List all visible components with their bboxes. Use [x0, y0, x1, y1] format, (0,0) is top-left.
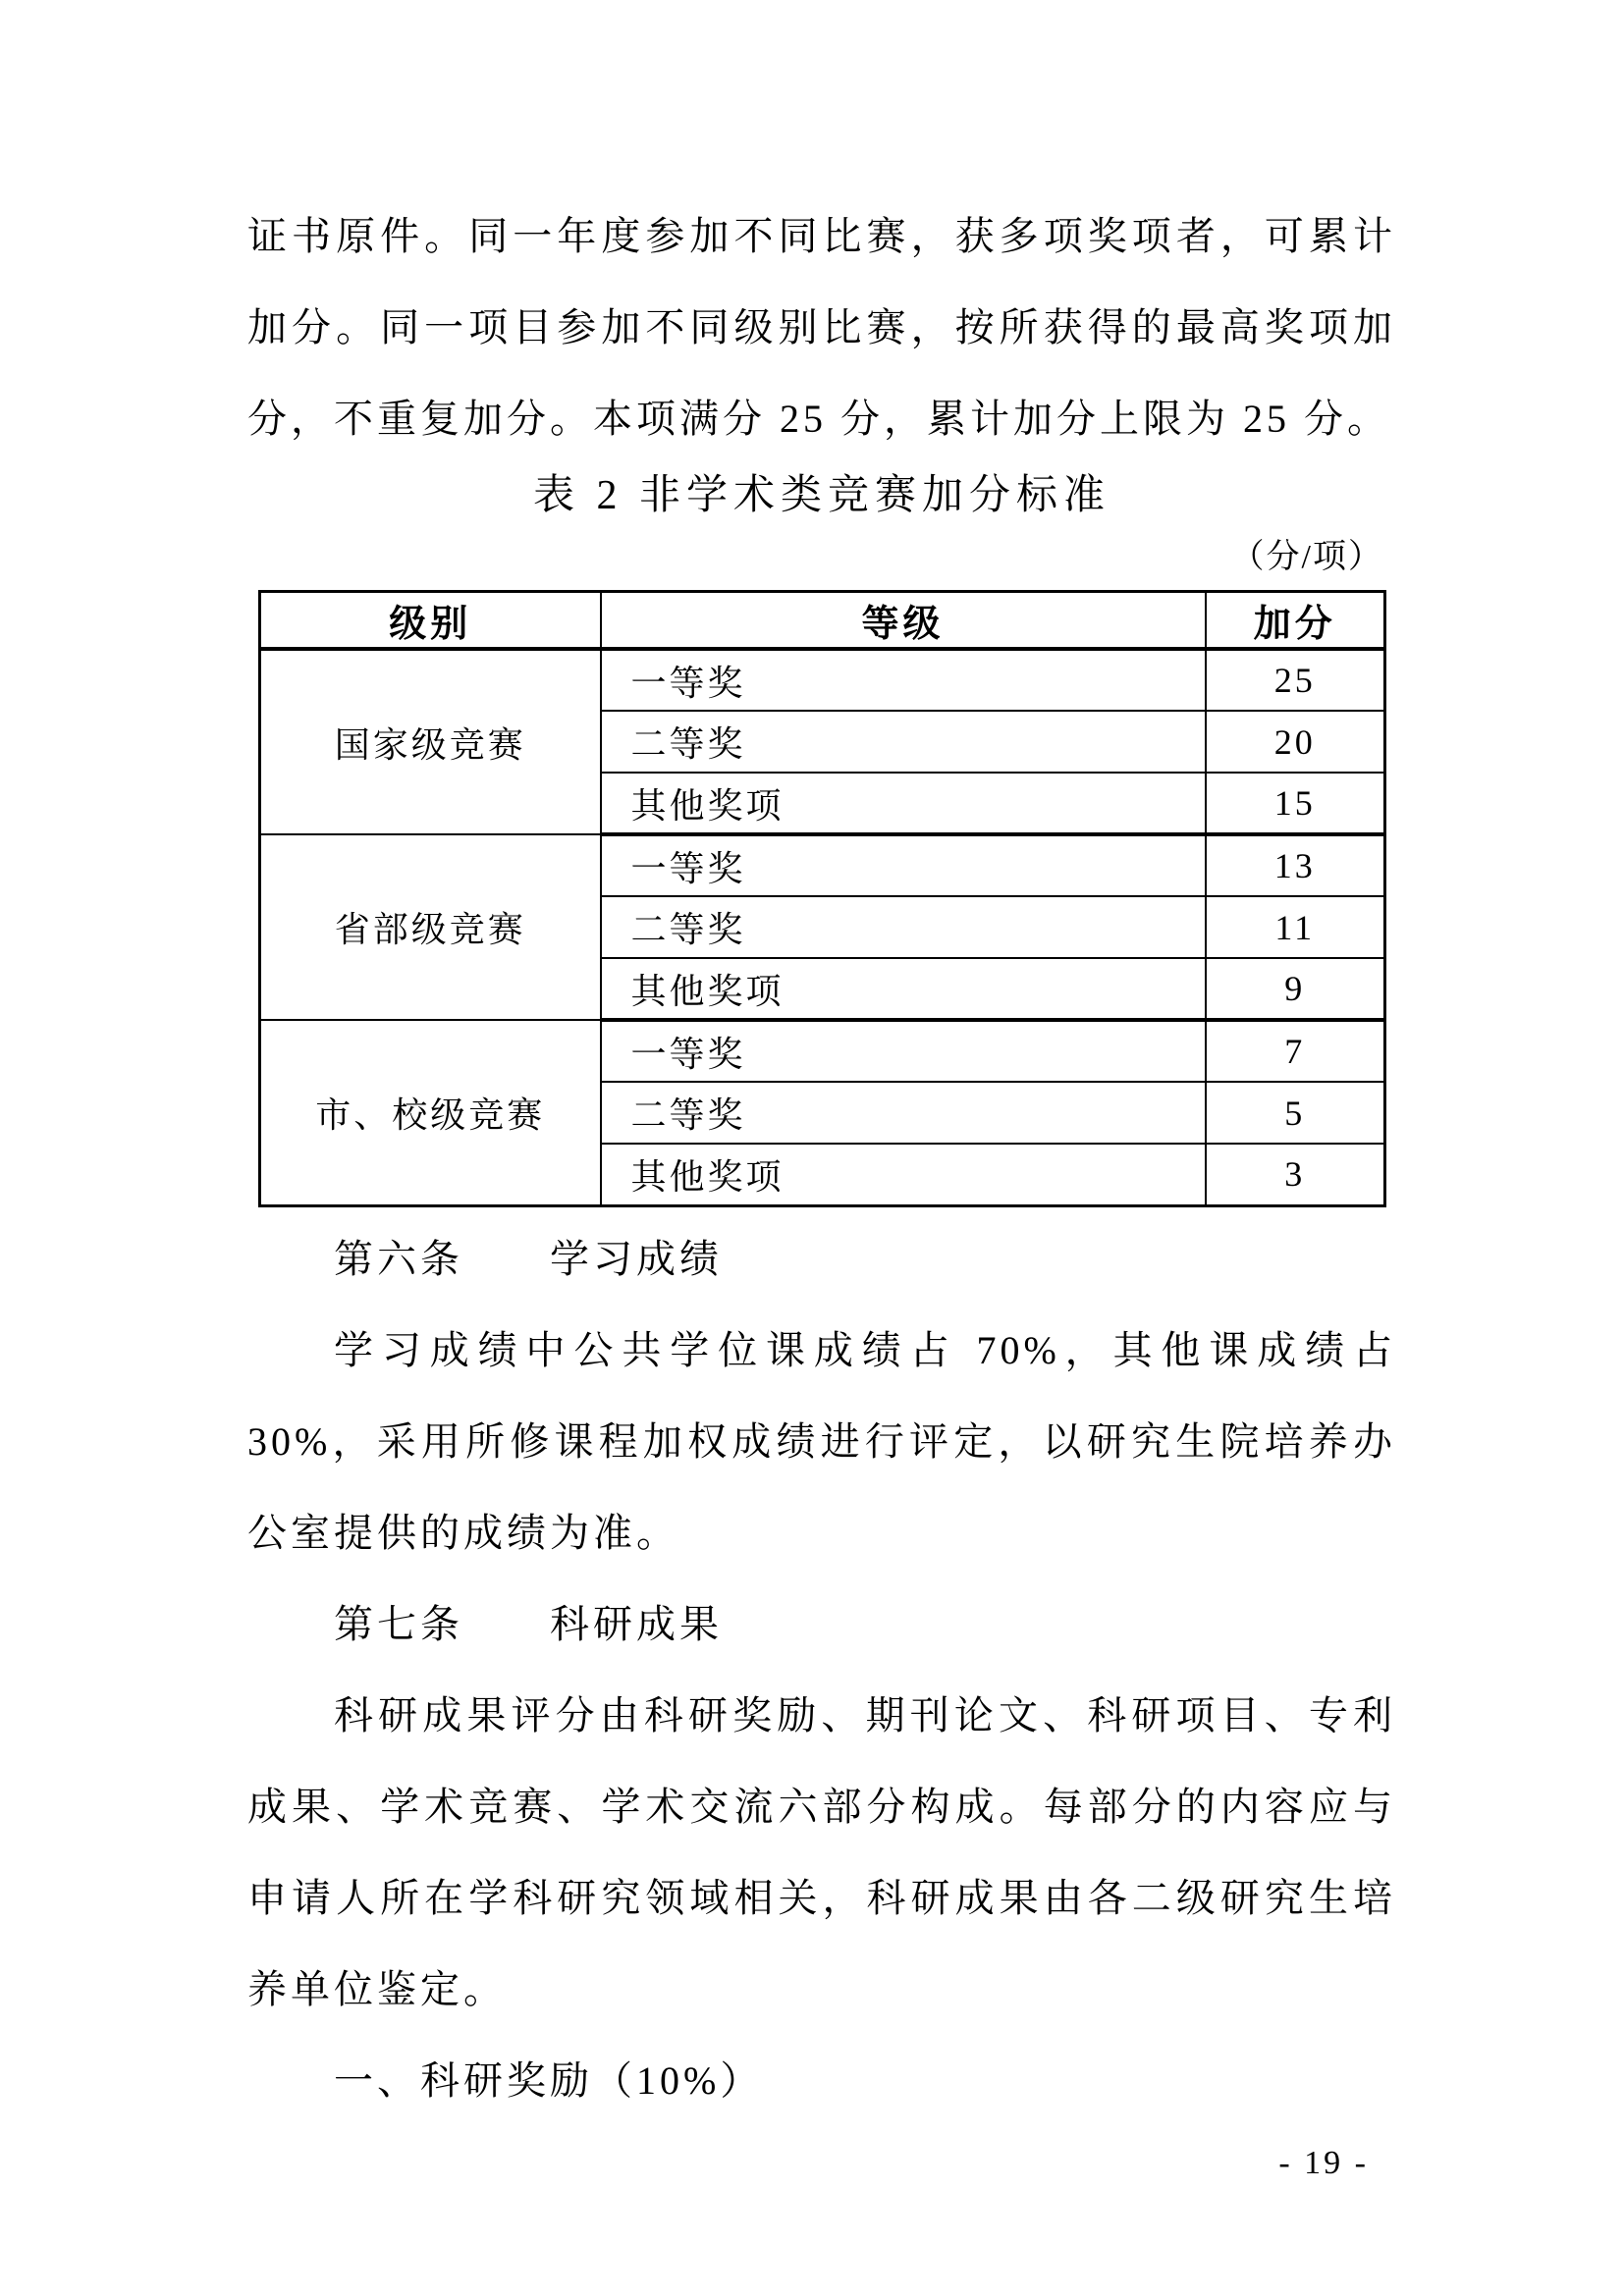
- table-title: 表 2 非学术类竞赛加分标准: [532, 473, 1110, 518]
- grade-cell: 二等奖: [601, 896, 1206, 958]
- grade-cell: 其他奖项: [601, 958, 1206, 1020]
- header-grade: 等级: [601, 592, 1206, 650]
- grade-cell: 一等奖: [601, 649, 1206, 711]
- grade-cell: 一等奖: [601, 1020, 1206, 1082]
- section-heading-research-award: 一、科研奖励（10%）: [334, 2057, 764, 2103]
- section-body-article-6: 学习成绩中公共学位课成绩占 70%，其他课成绩占 30%，采用所修课程加权成绩进行评定，以研究生院培养办公室提供的成绩为准。: [247, 1327, 1396, 1555]
- points-cell: 25: [1206, 649, 1385, 711]
- intro-paragraph: 证书原件。同一年度参加不同比赛，获多项奖项者，可累计加分。同一项目参加不同级别比赛，按所获得的最高奖项加分，不重复加分。本项满分 25 分，累计加分上限为 25 分。: [247, 214, 1396, 441]
- table-row: [260, 649, 1385, 711]
- section-body-article-7: 科研成果评分由科研奖励、期刊论文、科研项目、专利成果、学术竞赛、学术交流六部分构成。每部分的内容应与申请人所在学科研究领域相关，科研成果由各二级研究生培养单位鉴定。: [247, 1692, 1396, 2011]
- level-cell-provincial: 省部级竞赛: [260, 834, 601, 1020]
- table-unit-note: （分/项）: [1230, 539, 1383, 575]
- points-cell: 7: [1206, 1020, 1385, 1082]
- grade-cell: 其他奖项: [601, 773, 1206, 834]
- points-cell: 5: [1206, 1082, 1385, 1144]
- points-cell: 20: [1206, 711, 1385, 773]
- points-cell: 13: [1206, 834, 1385, 896]
- grade-cell: 二等奖: [601, 711, 1206, 773]
- level-cell-municipal: 市、校级竞赛: [260, 1020, 601, 1205]
- grade-cell: 二等奖: [601, 1082, 1206, 1144]
- points-cell: 15: [1206, 773, 1385, 834]
- page-number: - 19 -: [1278, 2144, 1369, 2181]
- grade-cell: 一等奖: [601, 834, 1206, 896]
- section-heading-article-6: 第六条 学习成绩: [334, 1236, 723, 1281]
- table-header-row: [260, 592, 1385, 650]
- table-row: [260, 1020, 1385, 1082]
- score-table: [258, 590, 1386, 1207]
- header-points: 加分: [1206, 592, 1385, 650]
- points-cell: 11: [1206, 896, 1385, 958]
- table-row: [260, 834, 1385, 896]
- points-cell: 3: [1206, 1144, 1385, 1205]
- header-level: 级别: [260, 592, 601, 650]
- section-heading-article-7: 第七条 科研成果: [334, 1601, 723, 1646]
- points-cell: 9: [1206, 958, 1385, 1020]
- grade-cell: 其他奖项: [601, 1144, 1206, 1205]
- level-cell-national: 国家级竞赛: [260, 649, 601, 834]
